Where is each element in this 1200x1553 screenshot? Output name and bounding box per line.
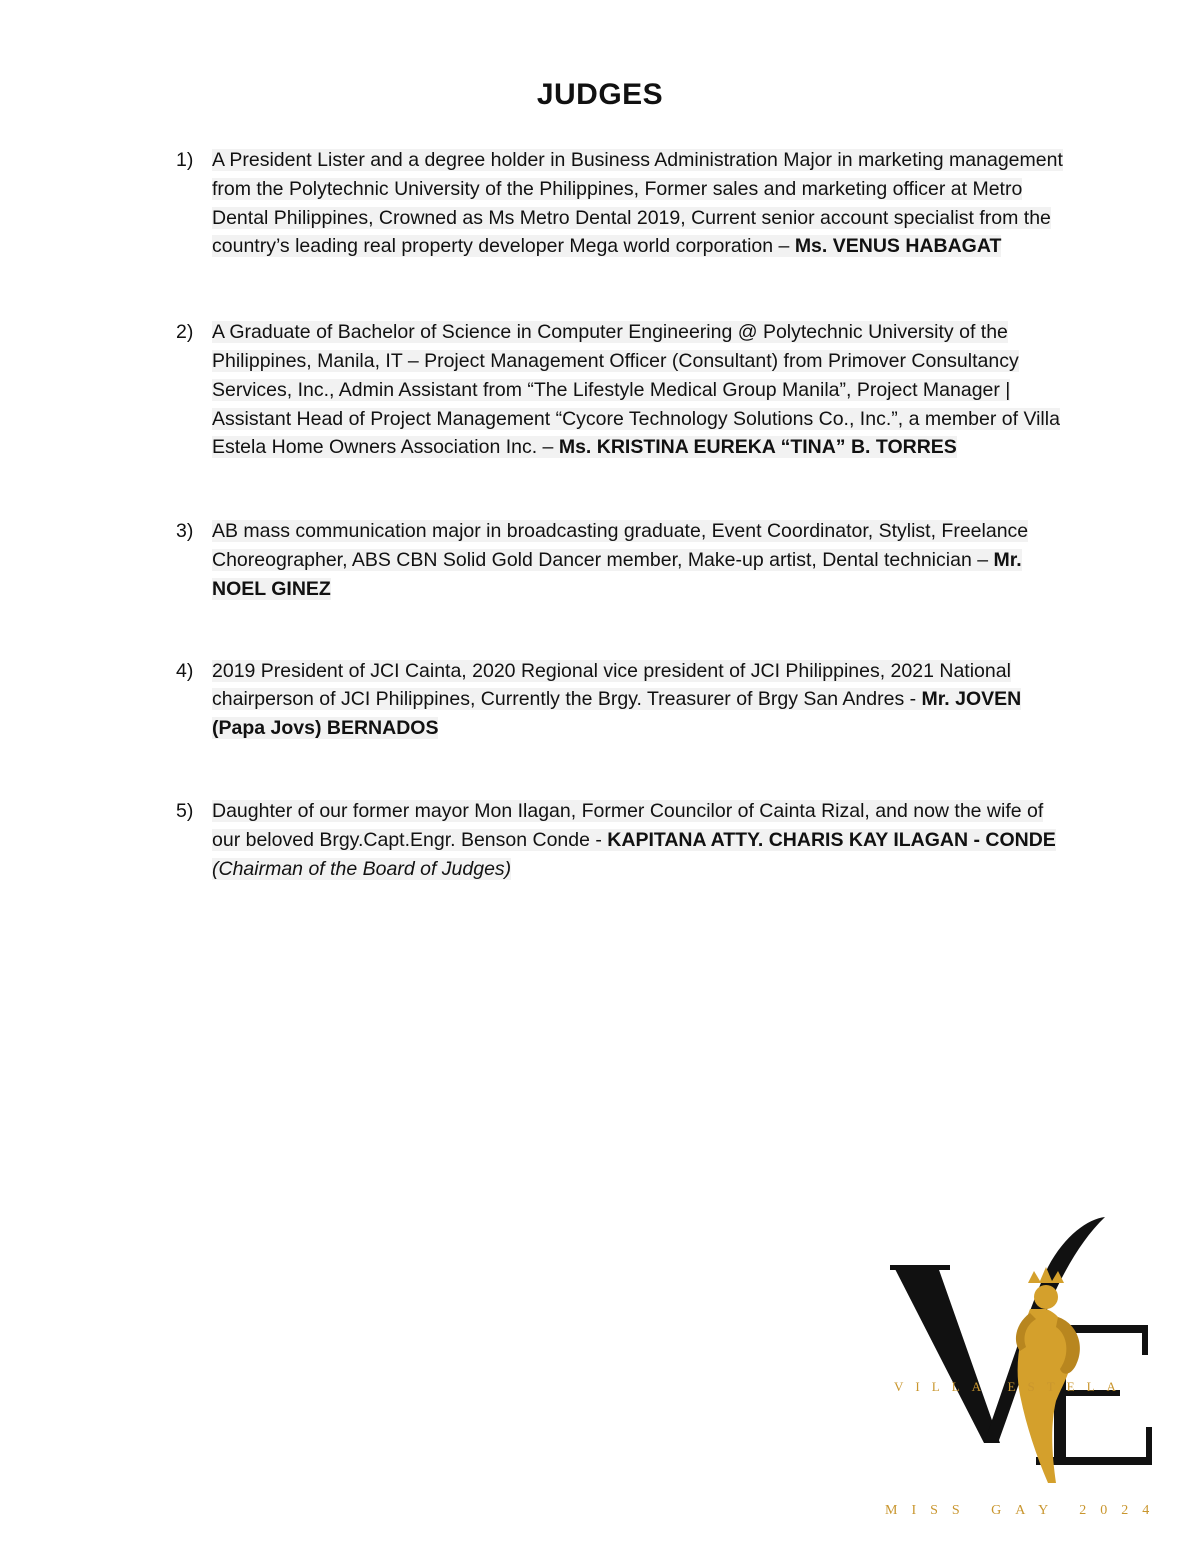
judge-name: Mr. JOVEN (Papa Jovs) BERNADOS bbox=[212, 688, 1022, 740]
judge-number: 1) bbox=[176, 149, 194, 171]
judge-note: (Chairman of the Board of Judges) bbox=[212, 857, 512, 880]
judge-text bbox=[212, 520, 1028, 600]
judge-text bbox=[212, 149, 1063, 257]
logo-letter-v-serif bbox=[890, 1265, 950, 1270]
judge-number: 2) bbox=[176, 321, 194, 344]
page-title: JUDGES bbox=[536, 78, 664, 111]
judge-item-3 bbox=[176, 517, 1066, 603]
judge-item-2 bbox=[176, 318, 1066, 462]
judge-description: 2019 President of JCI Cainta, 2020 Regional vice president of JCI Philippines, 2021 National chairperson of JCI Philippines, Currently the Brgy. Treasurer of Brgy San Andres - bbox=[212, 659, 1011, 711]
judge-name: Mr. NOEL GINEZ bbox=[212, 548, 1022, 600]
judge-item-4 bbox=[176, 657, 1066, 743]
judge-description: A President Lister and a degree holder in Business Administration Major in marketing management from the Polytechnic University of the Philippines, Former sales and marketing officer at Metro Dental Philippines, Crowned as Ms Metro Dental 2019, Current senior account specialist from the country’s leading real property developer Mega world corporation – bbox=[212, 149, 1063, 258]
judge-name: Ms. VENUS HABAGAT bbox=[794, 235, 1002, 258]
judge-text bbox=[212, 800, 1056, 880]
judge-number: 5) bbox=[176, 799, 194, 822]
judge-number: 3) bbox=[176, 520, 194, 543]
logo-brand-text: VILLA ESTELA bbox=[894, 1379, 1128, 1394]
judges-list bbox=[176, 146, 1066, 883]
judge-number: 4) bbox=[176, 659, 194, 682]
judge-text bbox=[212, 321, 1060, 458]
judge-text bbox=[212, 660, 1021, 740]
logo-tagline: MISS GAY 2024 bbox=[885, 1503, 1164, 1518]
villa-estela-logo bbox=[880, 1205, 1170, 1485]
judge-item-5 bbox=[176, 797, 1066, 883]
judge-name: Ms. KRISTINA EUREKA “TINA” B. TORRES bbox=[558, 436, 957, 459]
crowned-figure-icon bbox=[1016, 1267, 1080, 1483]
logo-letter-v-left bbox=[894, 1267, 1000, 1443]
judge-description: Daughter of our former mayor Mon Ilagan, Former Councilor of Cainta Rizal, and now the wife of our beloved Brgy.Capt.Engr. Benson Conde - bbox=[212, 799, 1044, 851]
judge-description: A Graduate of Bachelor of Science in Computer Engineering @ Polytechnic University of the Philippines, Manila, IT – Project Management Officer (Consultant) from Primover Consultancy Services, Inc., Admin Assistant from “The Lifestyle Medical Group Manila”, Project Manager | Assistant Head of Project Management “Cycore Technology Solutions Co., Inc.”, a member of Villa Estela Home Owners Association Inc. – bbox=[212, 321, 1060, 459]
judge-item-1 bbox=[176, 146, 1066, 261]
judge-description: AB mass communication major in broadcasting graduate, Event Coordinator, Stylist, Freelance Choreographer, ABS CBN Solid Gold Dancer member, Make-up artist, Dental technician – bbox=[212, 520, 1029, 571]
judge-name: KAPITANA ATTY. CHARIS KAY ILAGAN - CONDE bbox=[607, 828, 1056, 851]
